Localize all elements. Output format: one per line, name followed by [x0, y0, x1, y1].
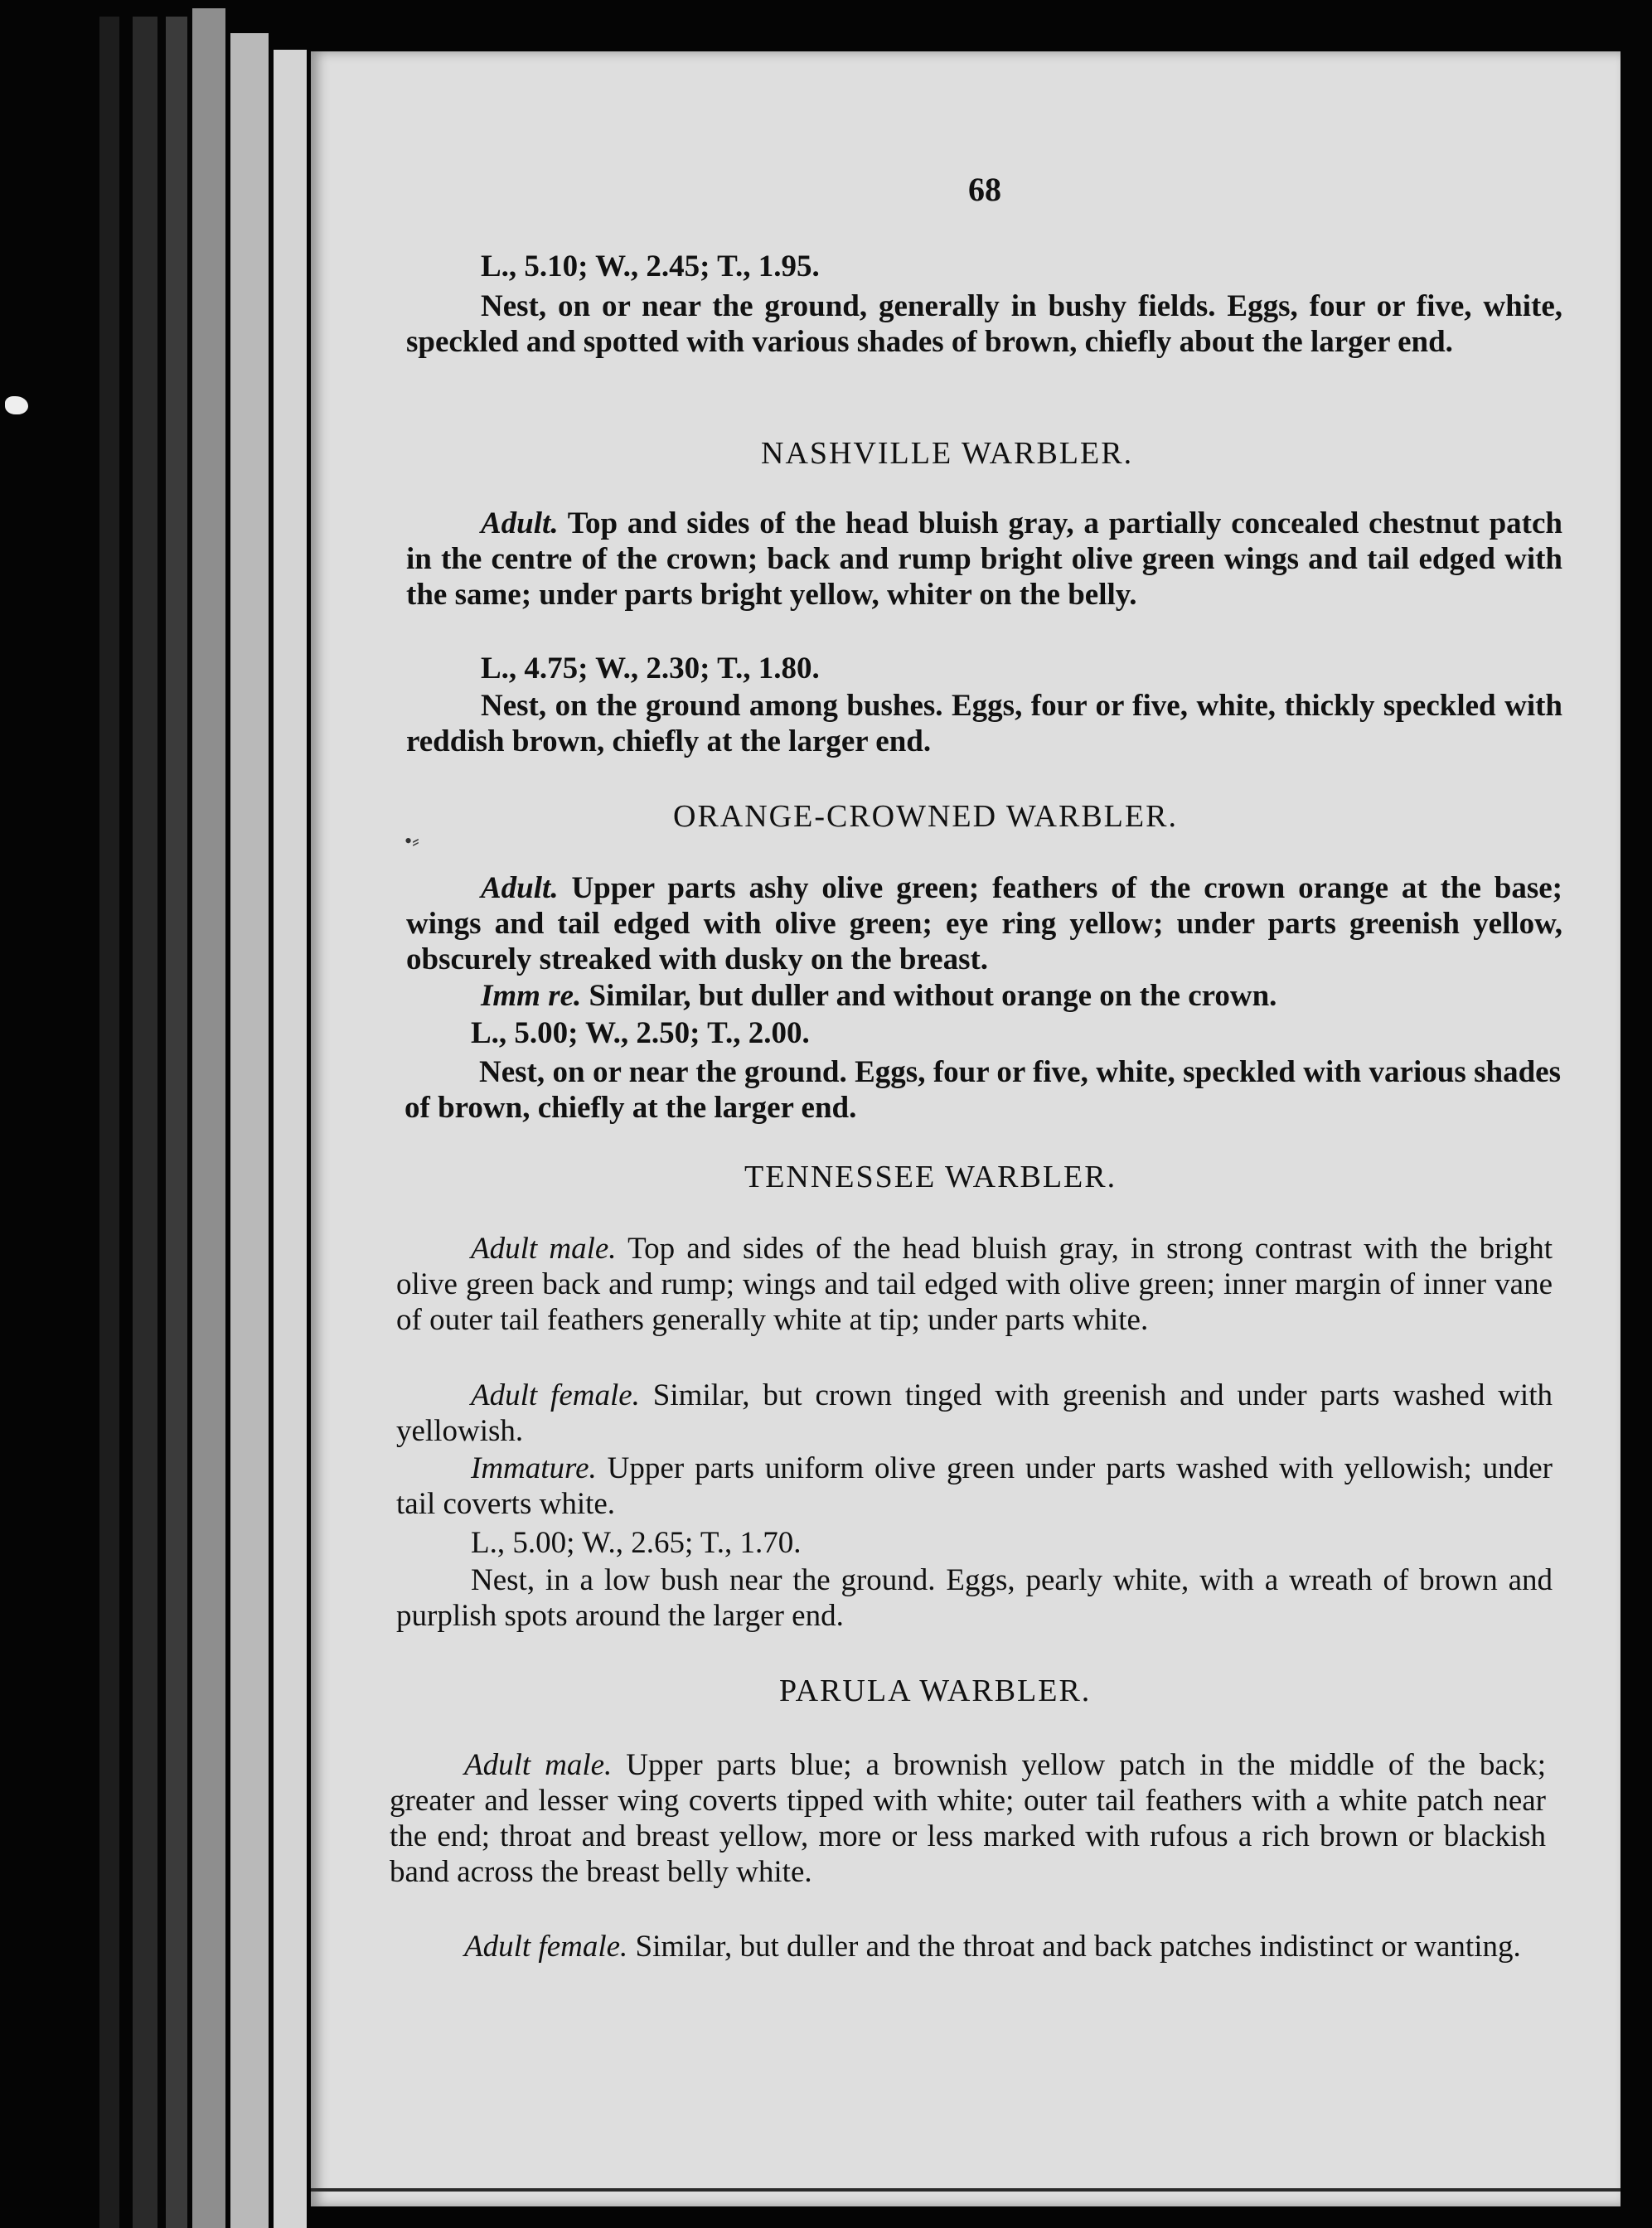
parula-adult-female — [390, 1929, 1546, 1964]
nashville-adult-label: Adult. — [481, 506, 559, 540]
page-edge-strip — [133, 17, 157, 2228]
nashville-nest: Nest, on the ground among bushes. Eggs, four or five, white, thickly speckled with reddish brown, chiefly at the larger end. — [406, 689, 1562, 758]
orange-crowned-immature-text: Similar, but duller and without orange on the crown. — [581, 979, 1277, 1013]
nashville-heading: NASHVILLE WARBLER. — [761, 436, 1134, 471]
tennessee-measurements: L., 5.00; W., 2.65; T., 1.70. — [471, 1526, 802, 1560]
parula-adult-male-label: Adult male. — [464, 1748, 613, 1782]
tennessee-adult-male — [396, 1231, 1553, 1338]
nashville-adult — [406, 506, 1562, 613]
parula-adult-male-text: Upper parts blue; a brownish yellow patch in the middle of the back; greater and lesser wing coverts tipped with white; outer tail feathers with a white patch near the end; throat and breast yellow, more or less marked with rufous a rich brown or blackish band across the breast belly white. — [390, 1748, 1546, 1889]
parula-adult-male — [390, 1747, 1546, 1890]
orange-crowned-immature — [406, 978, 1562, 1014]
tennessee-immature-label: Immature. — [471, 1451, 597, 1485]
page-edge-strip — [230, 33, 269, 2228]
intro-measurements: L., 5.10; W., 2.45; T., 1.95. — [481, 249, 820, 283]
orange-crowned-measurements: L., 5.00; W., 2.50; T., 2.00. — [471, 1016, 810, 1050]
tennessee-adult-male-label: Adult male. — [471, 1232, 617, 1266]
parula-adult-female-text: Similar, but duller and the throat and back patches indistinct or wanting. — [627, 1930, 1521, 1964]
page-edge-strip — [192, 8, 225, 2228]
tennessee-adult-female-text: Similar, but crown tinged with greenish and under parts washed with yellowish. — [396, 1378, 1553, 1448]
intro-nest: Nest, on or near the ground, generally in bushy fields. Eggs, four or five, white, speckled and spotted with various shades of brown, chiefly about the larger end. — [406, 289, 1562, 359]
tennessee-nest: Nest, in a low bush near the ground. Eggs, pearly white, with a wreath of brown and purplish spots around the larger end. — [396, 1563, 1553, 1633]
nashville-measurements: L., 4.75; W., 2.30; T., 1.80. — [481, 651, 820, 685]
tennessee-immature-text: Upper parts uniform olive green under parts washed with yellowish; under tail coverts white. — [396, 1451, 1553, 1521]
nashville-adult-text: Top and sides of the head bluish gray, a partially concealed chestnut patch in the centre of the crown; back and rump bright olive green wings and tail edged with the same; under parts bright yellow, whiter on the belly. — [406, 506, 1562, 612]
tennessee-adult-male-text: Top and sides of the head bluish gray, in strong contrast with the bright olive green back and rump; wings and tail edged with olive green; inner margin of inner vane of outer tail feathers generally white at tip; under parts white. — [396, 1232, 1553, 1337]
page-edge-strip — [274, 50, 307, 2228]
scan-artifact-icon — [5, 396, 28, 414]
parula-heading: PARULA WARBLER. — [779, 1673, 1092, 1708]
page-bottom-edge — [311, 2188, 1621, 2192]
tennessee-heading: TENNESSEE WARBLER. — [744, 1160, 1117, 1194]
orange-crowned-heading: ORANGE-CROWNED WARBLER. — [673, 799, 1178, 834]
tennessee-adult-female-label: Adult female. — [471, 1378, 640, 1412]
orange-crowned-adult-text: Upper parts ashy olive green; feathers of the crown orange at the base; wings and tail edged with olive green; eye ring yellow; under parts greenish yellow, obscurely streaked with dusky on the breast. — [406, 871, 1562, 976]
scan-smudge: •⸗ — [405, 829, 419, 853]
page-edge-strip — [166, 17, 187, 2228]
page-number: 68 — [968, 171, 1001, 208]
tennessee-immature — [396, 1451, 1553, 1522]
orange-crowned-adult-label: Adult. — [481, 871, 559, 905]
tennessee-adult-female — [396, 1378, 1553, 1449]
orange-crowned-immature-label: Imm re. — [481, 979, 582, 1013]
parula-adult-female-label: Adult female. — [464, 1930, 628, 1964]
orange-crowned-nest: Nest, on or near the ground. Eggs, four or five, white, speckled with various shades of brown, chiefly at the larger end. — [405, 1055, 1561, 1125]
orange-crowned-adult — [406, 870, 1562, 977]
page-edge-strip — [99, 17, 119, 2228]
